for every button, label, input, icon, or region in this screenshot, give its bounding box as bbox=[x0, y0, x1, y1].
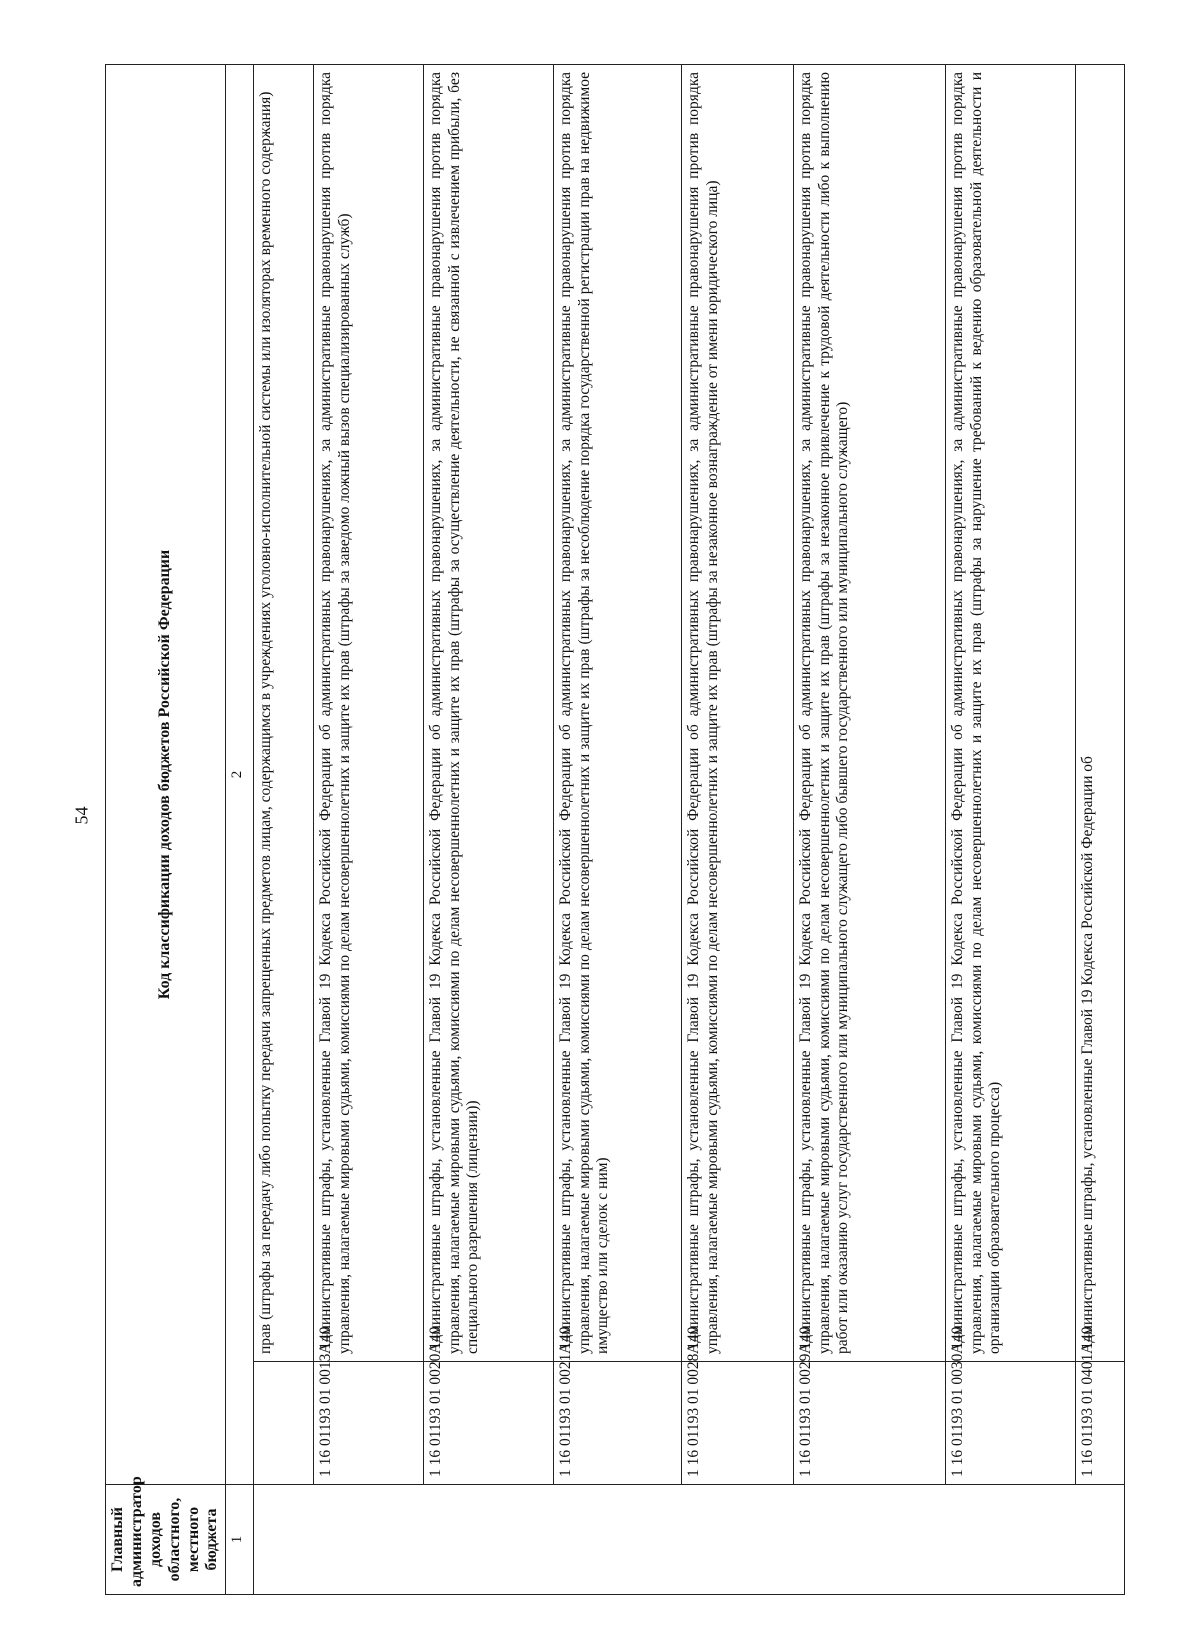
table-row bbox=[314, 64, 424, 1594]
page-number: 54 bbox=[71, 806, 92, 825]
code-cell: 1 16 01193 01 0013 140 bbox=[314, 1362, 424, 1485]
description-cell: Административные штрафы, установленные Главой 19 Кодекса Российской Федерации об административных правонарушениях, за административные правонарушения против порядка управления, налагаемые мировыми судьями, комиссиями по делам несовершеннолетних и защите их прав (штрафы за нарушение требований к ведению образовательной деятельности и организации образовательного процесса) bbox=[946, 64, 1076, 1361]
code-cell: 1 16 01193 01 0029 140 bbox=[794, 1362, 946, 1485]
header-admin: Главный администратор доходов областного, местного бюджета bbox=[106, 1485, 226, 1595]
code-cell: 1 16 01193 01 0030 140 bbox=[946, 1362, 1076, 1485]
description-cell: Административные штрафы, установленные Главой 19 Кодекса Российской Федерации об административных правонарушениях, за административные правонарушения против порядка управления, налагаемые мировыми судьями, комиссиями по делам несовершеннолетних и защите их прав (штрафы за заведомо ложный вызов специализированных служб) bbox=[314, 64, 424, 1361]
table-row bbox=[682, 64, 794, 1594]
description-cell: Административные штрафы, установленные Главой 19 Кодекса Российской Федерации об административных правонарушениях, за административные правонарушения против порядка управления, налагаемые мировыми судьями, комиссиями по делам несовершеннолетних и защите их прав (штрафы за несоблюдение порядка государственной регистрации прав на недвижимое имущество или сделок с ним) bbox=[554, 64, 682, 1361]
description-cell: Административные штрафы, установленные Главой 19 Кодекса Российской Федерации об административных правонарушениях, за административные правонарушения против порядка управления, налагаемые мировыми судьями, комиссиями по делам несовершеннолетних и защите их прав (штрафы за незаконное вознаграждение от имени юридического лица) bbox=[682, 64, 794, 1361]
code-cell: 1 16 01193 01 0021 140 bbox=[554, 1362, 682, 1485]
description-cell: Административные штрафы, установленные Главой 19 Кодекса Российской Федерации об bbox=[1076, 64, 1125, 1361]
column-number-2: 2 bbox=[226, 64, 254, 1484]
table-row bbox=[254, 64, 314, 1594]
admin-cell bbox=[254, 1485, 1125, 1595]
column-number-row bbox=[226, 64, 254, 1594]
code-cell bbox=[254, 1362, 314, 1485]
revenue-classification-table bbox=[105, 64, 1125, 1595]
description-cell: Административные штрафы, установленные Главой 19 Кодекса Российской Федерации об административных правонарушениях, за административные правонарушения против порядка управления, налагаемые мировыми судьями, комиссиями по делам несовершеннолетних и защите их прав (штрафы за осуществление деятельности, не связанной с извлечением прибыли, без специального разрешения (лицензии)) bbox=[424, 64, 554, 1361]
header-classification: Код классификации доходов бюджетов Российской Федерации bbox=[106, 64, 226, 1484]
code-cell: 1 16 01193 01 0401 140 bbox=[1076, 1362, 1125, 1485]
table-header-row bbox=[106, 64, 226, 1594]
table-row bbox=[1076, 64, 1125, 1594]
table-row bbox=[794, 64, 946, 1594]
code-cell: 1 16 01193 01 0028 140 bbox=[682, 1362, 794, 1485]
rotated-table-frame bbox=[105, 65, 1125, 1595]
table-row bbox=[424, 64, 554, 1594]
table-row bbox=[946, 64, 1076, 1594]
code-cell: 1 16 01193 01 0020 140 bbox=[424, 1362, 554, 1485]
column-number-1: 1 bbox=[226, 1485, 254, 1595]
description-cell: Административные штрафы, установленные Главой 19 Кодекса Российской Федерации об административных правонарушениях, за административные правонарушения против порядка управления, налагаемые мировыми судьями, комиссиями по делам несовершеннолетних и защите их прав (штрафы за незаконное привлечение к трудовой деятельности либо к выполнению работ или оказанию услуг государственного или муниципального служащего либо бывшего государственного или муниципального служащего) bbox=[794, 64, 946, 1361]
table-row bbox=[554, 64, 682, 1594]
description-cell: прав (штрафы за передачу либо попытку передачи запрещенных предметов лицам, содержащимся в учреждениях уголовно-исполнительной системы или изоляторах временного содержания) bbox=[254, 64, 314, 1361]
